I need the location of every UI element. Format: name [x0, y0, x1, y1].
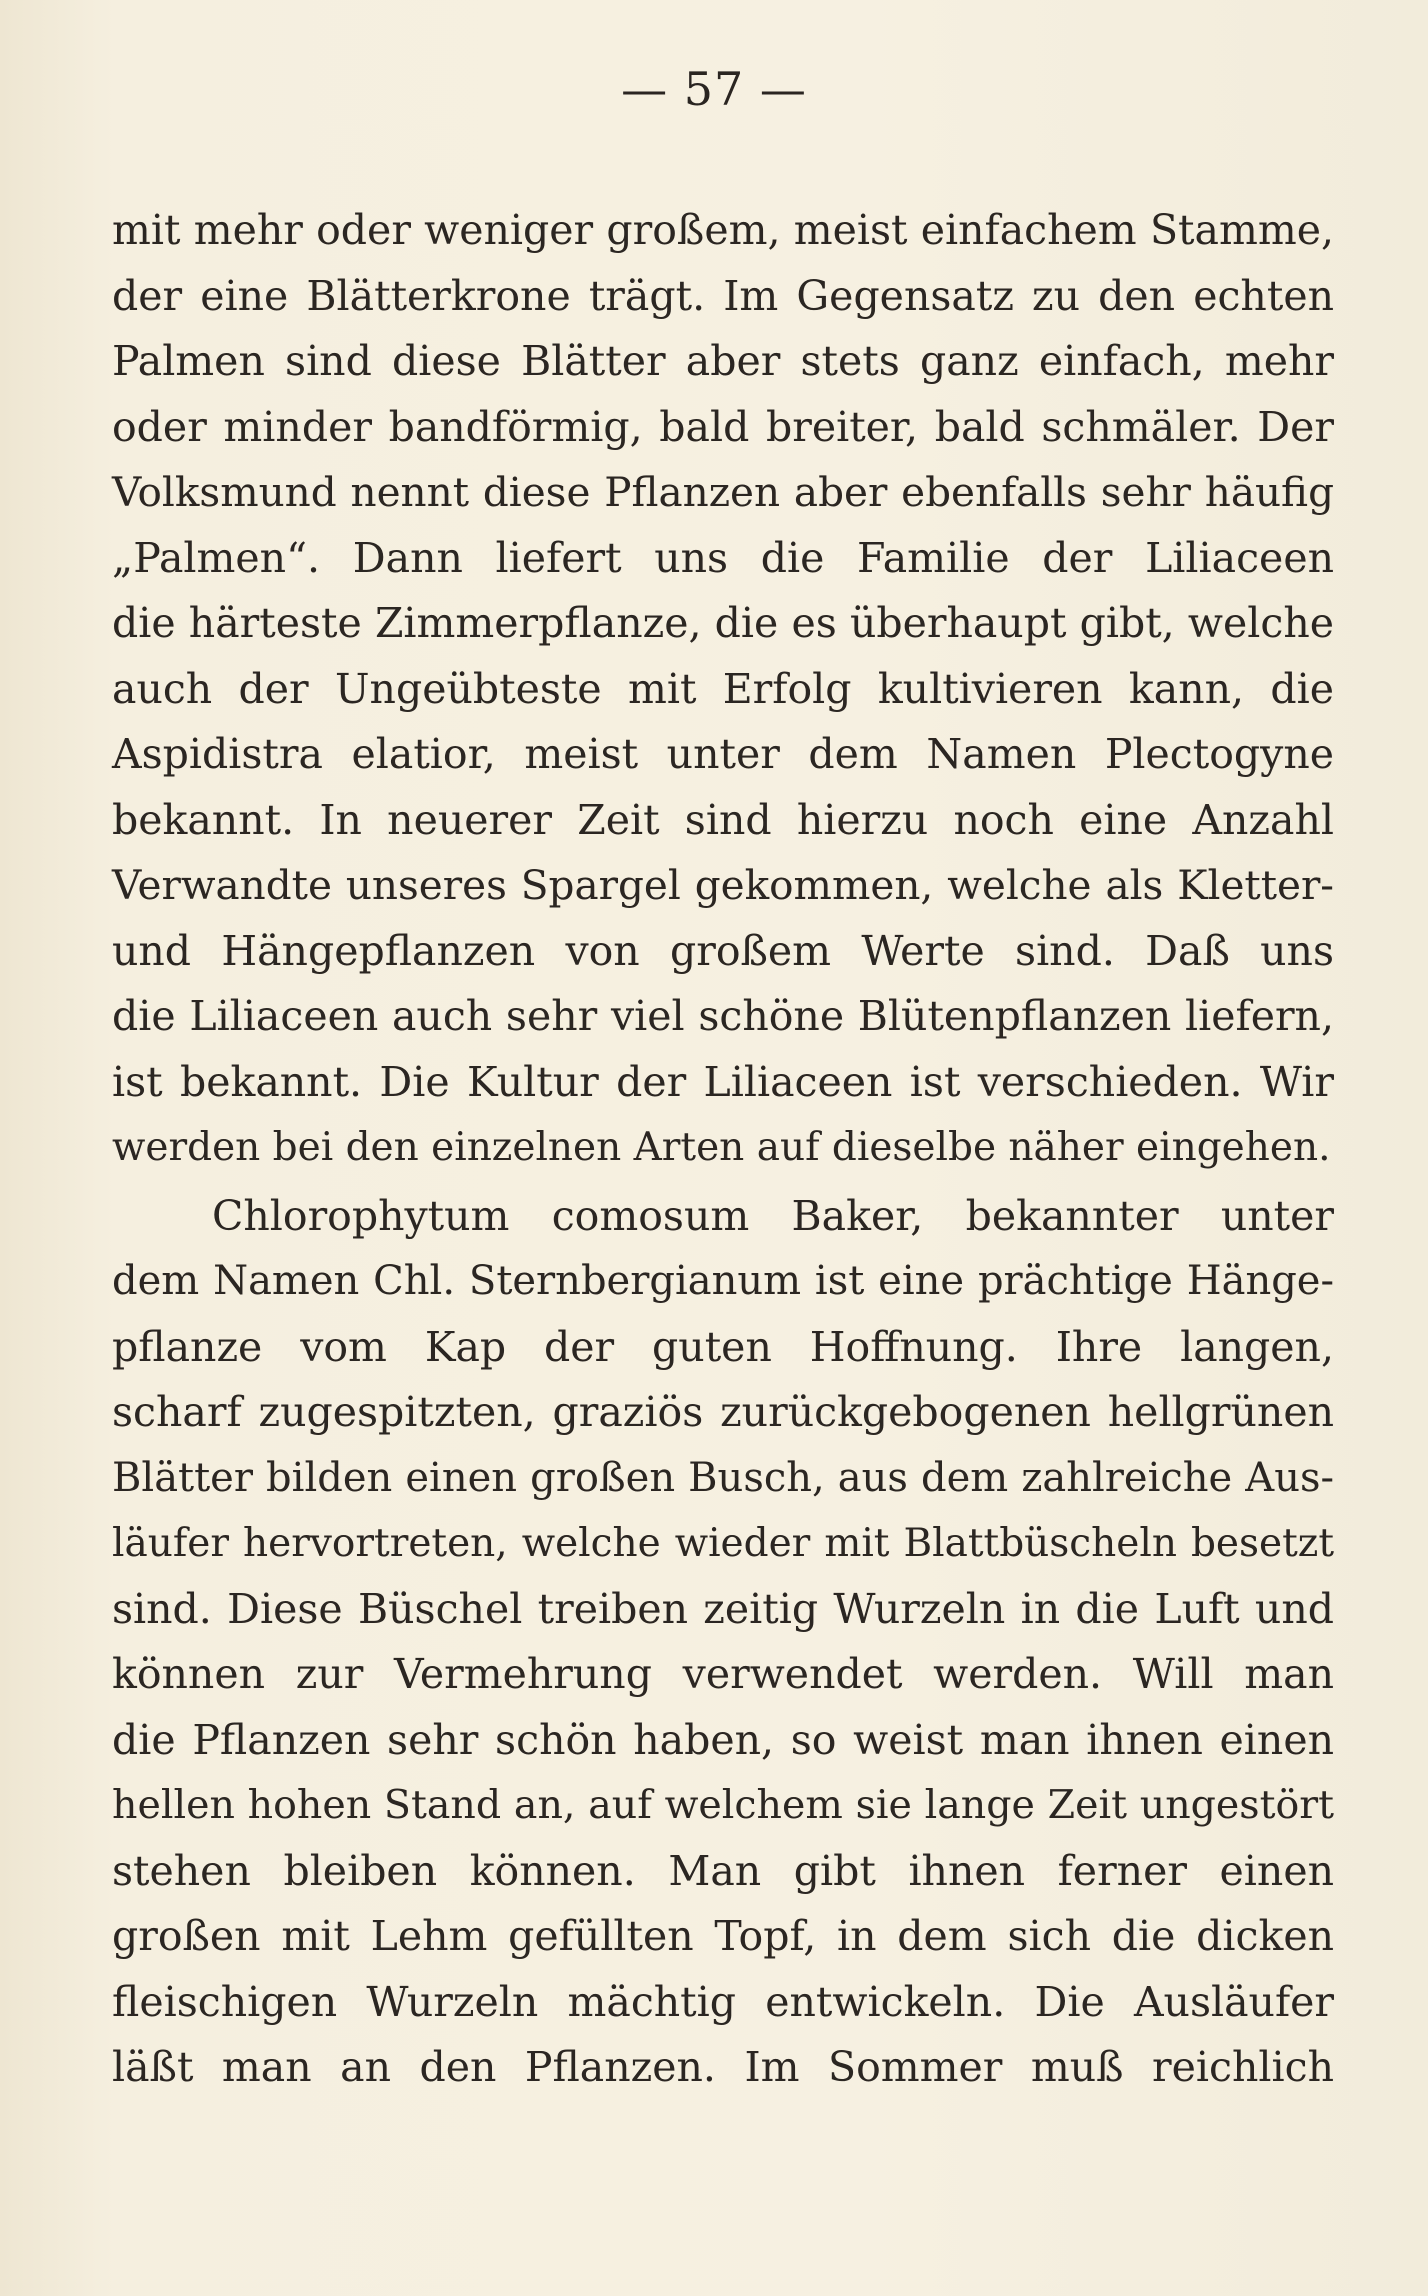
- text-line: sind. Diese Büschel treiben zeitig Wurzeln in die Luft und: [112, 1584, 1334, 1633]
- text-line: die Liliaceen auch sehr viel schöne Blütenpflanzen liefern,: [112, 992, 1334, 1040]
- text-line: die härteste Zimmerpflanze, die es überhaupt gibt, welche: [112, 599, 1334, 647]
- text-line: hellen hohen Stand an, auf welchem sie lange Zeit ungestört: [112, 1782, 1334, 1828]
- text-line: „Palmen“. Dann liefert uns die Familie der Liliaceen: [112, 533, 1334, 582]
- text-line: bekannt. In neuerer Zeit sind hierzu noch eine Anzahl: [112, 795, 1334, 844]
- text-line: auch der Ungeübteste mit Erfolg kultivieren kann, die: [112, 664, 1334, 713]
- text-line: pflanze vom Kap der guten Hoffnung. Ihre langen,: [112, 1322, 1334, 1371]
- page-number: — 57 —: [621, 62, 807, 116]
- text-line: läßt man an den Pflanzen. Im Sommer muß reichlich: [112, 2043, 1334, 2091]
- text-line: Chlorophytum comosum Baker, bekannter unter: [212, 1191, 1334, 1240]
- text-line: Verwandte unseres Spargel gekommen, welche als Kletter-: [112, 861, 1334, 909]
- text-line: fleischigen Wurzeln mächtig entwickeln. Die Ausläufer: [112, 1977, 1334, 2026]
- paragraph: [112, 198, 1334, 1181]
- text-line: dem Namen Chl. Sternbergianum ist eine prächtige Hänge-: [112, 1258, 1334, 1304]
- text-line: die Pflanzen sehr schön haben, so weist man ihnen einen: [112, 1715, 1334, 1764]
- body-text: [112, 198, 1334, 2101]
- text-line: mit mehr oder weniger großem, meist einfachem Stamme,: [112, 206, 1334, 254]
- text-line: läufer hervortreten, welche wieder mit Blattbüscheln besetzt: [112, 1521, 1334, 1566]
- text-line: stehen bleiben können. Man gibt ihnen ferner einen: [112, 1846, 1334, 1895]
- text-line: scharf zugespitzten, graziös zurückgebogenen hellgrünen: [112, 1388, 1334, 1436]
- text-line: oder minder bandförmig, bald breiter, bald schmäler. Der: [112, 402, 1334, 451]
- text-line: Palmen sind diese Blätter aber stets ganz einfach, mehr: [112, 337, 1334, 385]
- text-line: Volksmund nennt diese Pflanzen aber ebenfalls sehr häufig: [112, 468, 1334, 516]
- text-line: der eine Blätterkrone trägt. Im Gegensatz zu den echten: [112, 271, 1334, 320]
- text-line: ist bekannt. Die Kultur der Liliaceen ist verschieden. Wir: [112, 1057, 1334, 1106]
- text-line: großen mit Lehm gefüllten Topf, in dem sich die dicken: [112, 1912, 1334, 1960]
- text-line: können zur Vermehrung verwendet werden. Will man: [112, 1650, 1334, 1698]
- paragraph: [112, 1184, 1334, 2101]
- text-line: Blätter bilden einen großen Busch, aus dem zahlreiche Aus-: [112, 1454, 1334, 1501]
- text-line: werden bei den einzelnen Arten auf dieselbe näher eingehen.: [112, 1125, 1331, 1170]
- text-line: Aspidistra elatior, meist unter dem Namen Plectogyne: [112, 730, 1334, 778]
- text-line: und Hängepflanzen von großem Werte sind. Daß uns: [112, 926, 1334, 975]
